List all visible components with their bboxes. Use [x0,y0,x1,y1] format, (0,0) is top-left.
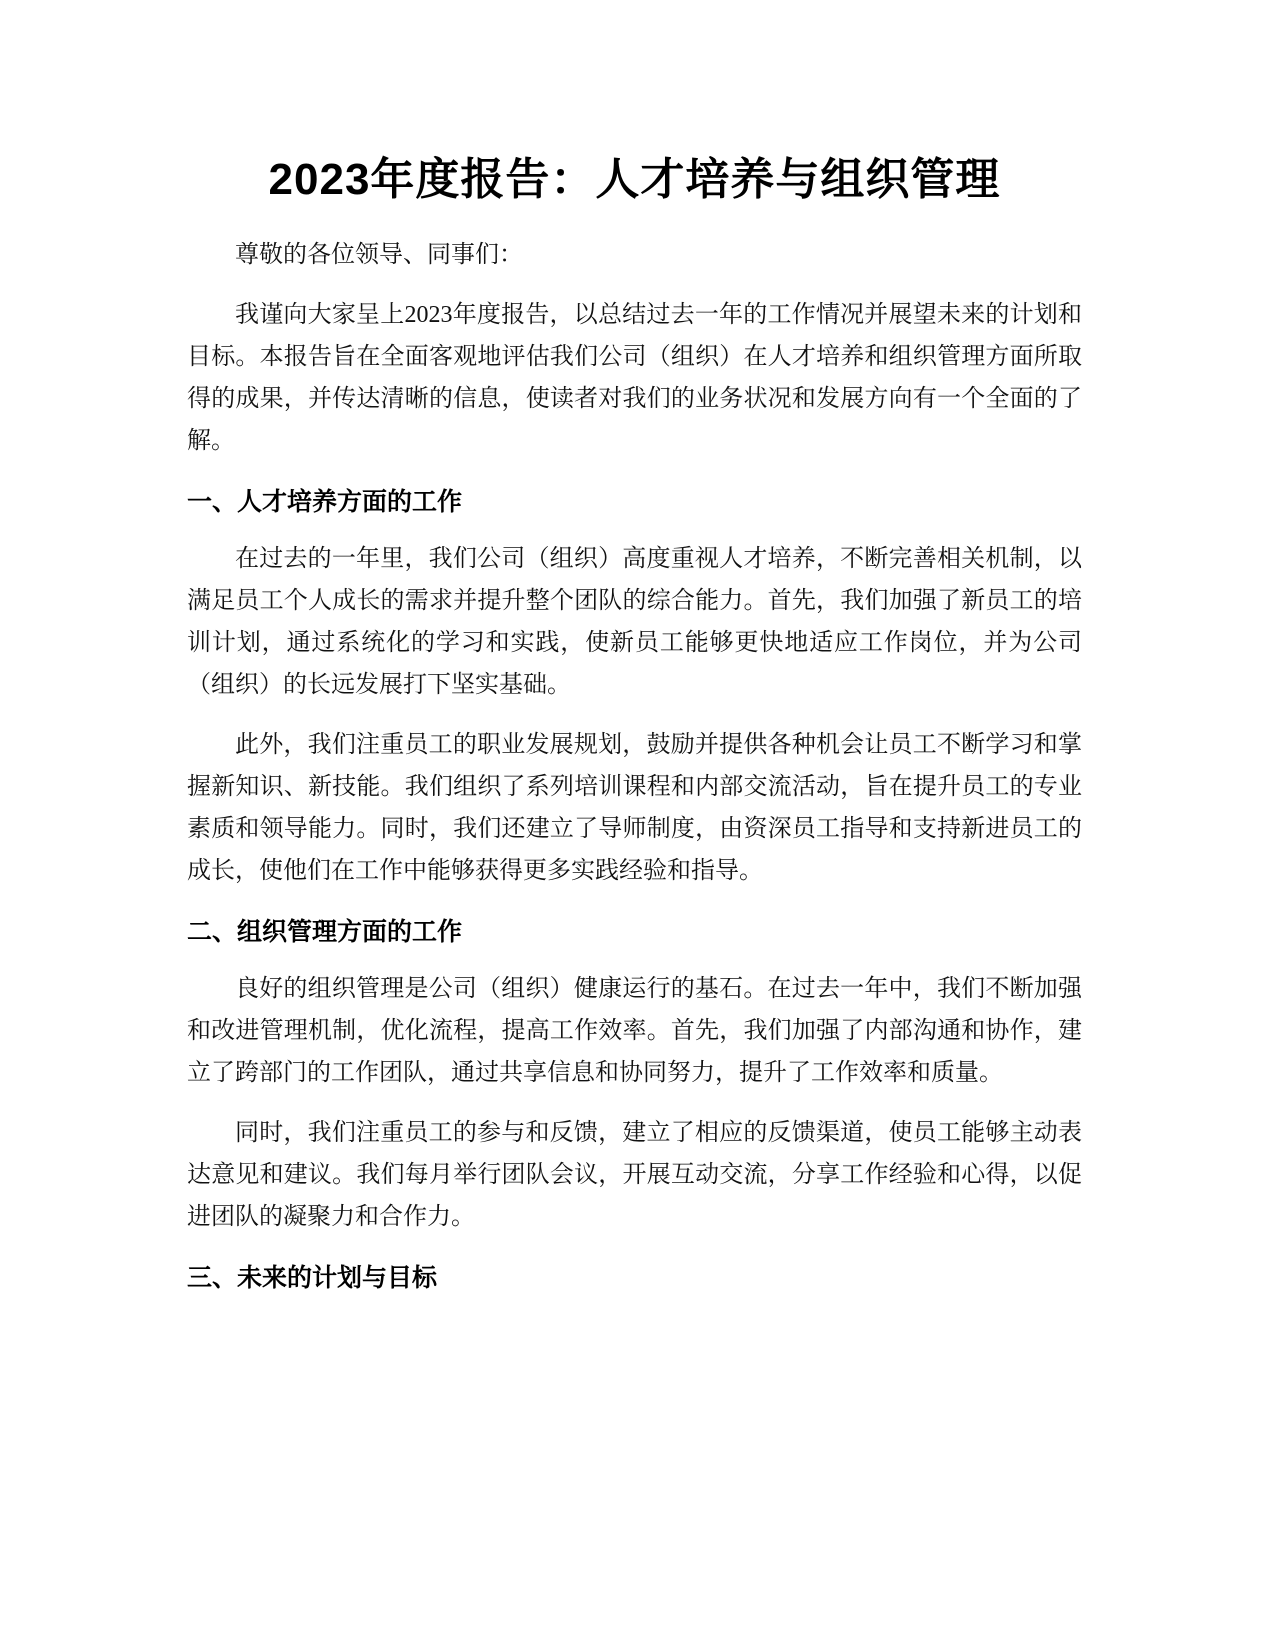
document-title: 2023年度报告：人才培养与组织管理 [268,155,1001,204]
section-paragraph: 在过去的一年里，我们公司（组织）高度重视人才培养，不断完善相关机制，以满足员工个人成长的需求并提升整个团队的综合能力。首先，我们加强了新员工的培训计划，通过系统化的学习和实践，使新员工能够更快地适应工作岗位，并为公司（组织）的长远发展打下坚实基础。 [187,546,1082,698]
section-paragraph: 良好的组织管理是公司（组织）健康运行的基石。在过去一年中，我们不断加强和改进管理机制，优化流程，提高工作效率。首先，我们加强了内部沟通和协作，建立了跨部门的工作团队，通过共享信息和协同努力，提升了工作效率和质量。 [187,976,1082,1086]
section-heading-talent-development: 一、人才培养方面的工作 [187,488,463,516]
greeting-paragraph: 尊敬的各位领导、同事们： [235,242,523,268]
section-heading-future-plans: 三、未来的计划与目标 [187,1264,438,1292]
intro-paragraph: 我谨向大家呈上2023年度报告，以总结过去一年的工作情况并展望未来的计划和目标。本报告旨在全面客观地评估我们公司（组织）在人才培养和组织管理方面所取得的成果，并传达清晰的信息，使读者对我们的业务状况和发展方向有一个全面的了解。 [187,302,1082,454]
section-paragraph: 此外，我们注重员工的职业发展规划，鼓励并提供各种机会让员工不断学习和掌握新知识、新技能。我们组织了系列培训课程和内部交流活动，旨在提升员工的专业素质和领导能力。同时，我们还建立了导师制度，由资深员工指导和支持新进员工的成长，使他们在工作中能够获得更多实践经验和指导。 [187,732,1082,884]
section-paragraph: 同时，我们注重员工的参与和反馈，建立了相应的反馈渠道，使员工能够主动表达意见和建议。我们每月举行团队会议，开展互动交流，分享工作经验和心得，以促进团队的凝聚力和合作力。 [187,1120,1082,1230]
section-heading-organization-management: 二、组织管理方面的工作 [187,918,463,946]
document-body [187,150,1082,1298]
